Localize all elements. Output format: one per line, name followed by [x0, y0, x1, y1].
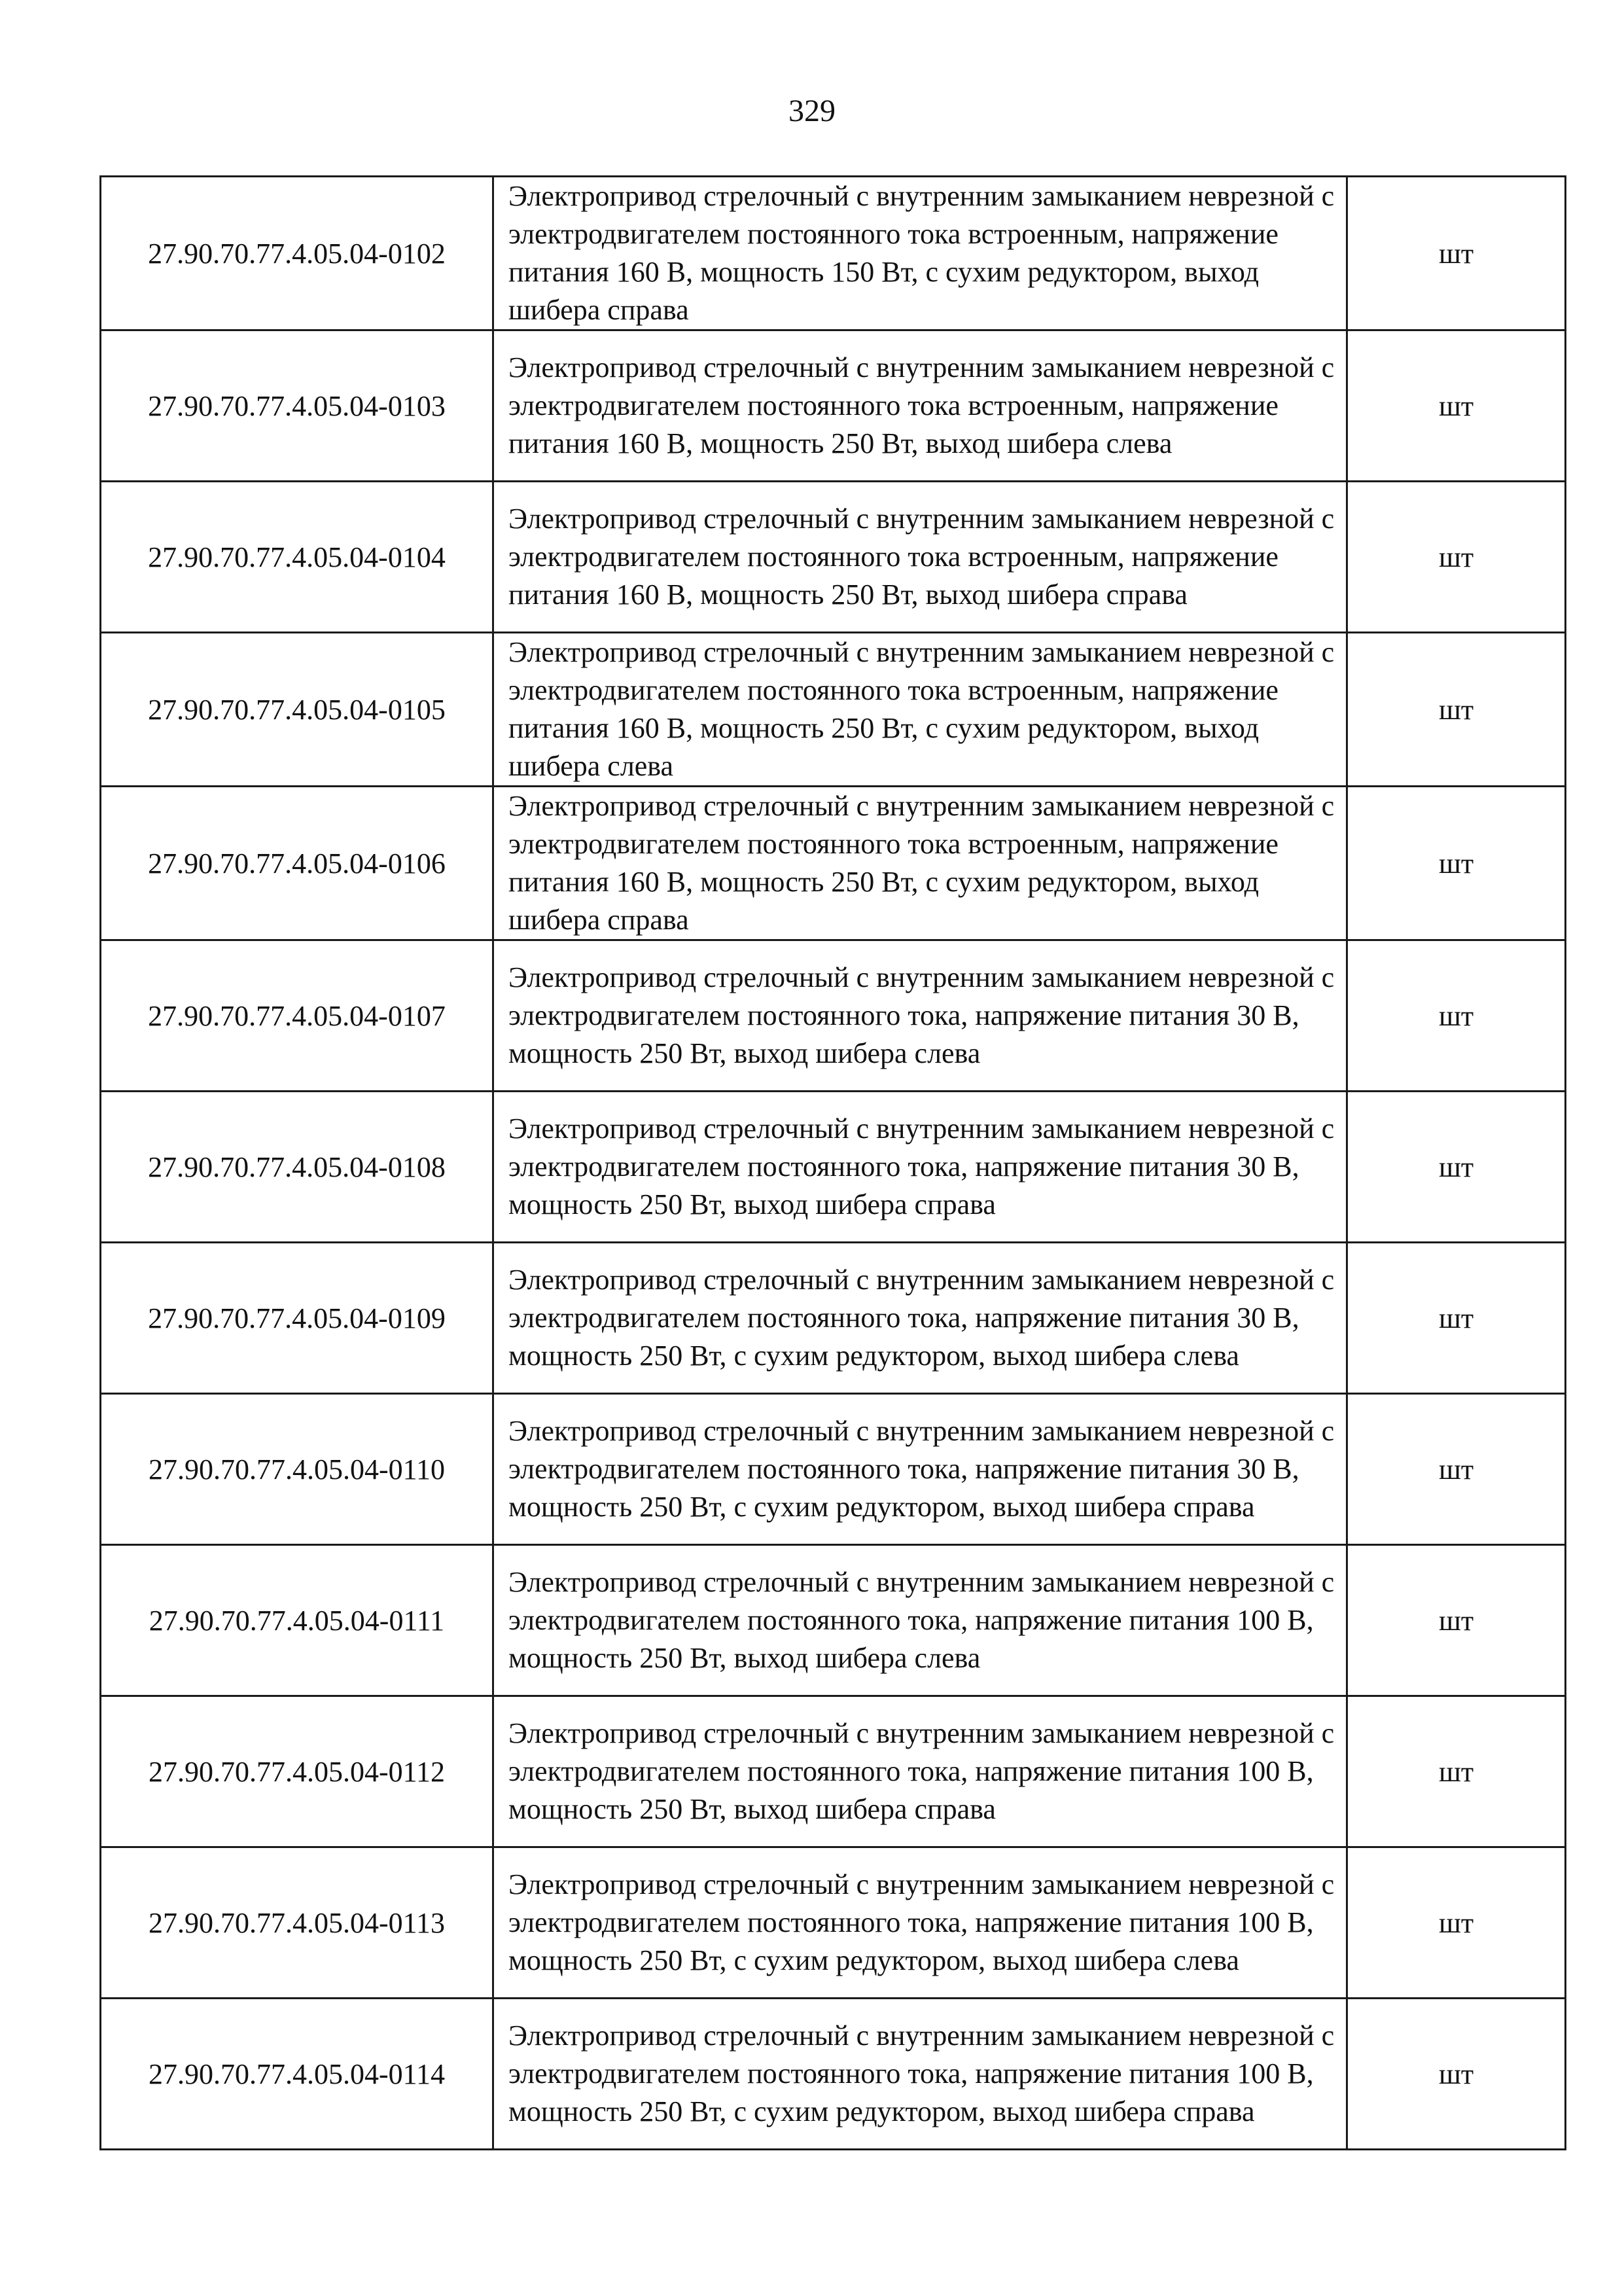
- table-row: [101, 1394, 1566, 1545]
- resource-description: Электропривод стрелочный с внутренним замыканием неврезной с электродвигателем постоянного тока встроенным, напряжение питания 160 В, мощность 250 Вт, с сухим редуктором, выход шибера справа: [493, 787, 1347, 940]
- table-row: [101, 1847, 1566, 1999]
- unit-of-measure: шт: [1347, 1394, 1566, 1545]
- unit-of-measure: шт: [1347, 633, 1566, 787]
- table-row: [101, 1092, 1566, 1243]
- resource-table: [99, 175, 1566, 2150]
- resource-code: 27.90.70.77.4.05.04-0106: [101, 787, 493, 940]
- table-row: [101, 330, 1566, 482]
- unit-of-measure: шт: [1347, 1092, 1566, 1243]
- table-row: [101, 633, 1566, 787]
- table-row: [101, 787, 1566, 940]
- resource-code: 27.90.70.77.4.05.04-0110: [101, 1394, 493, 1545]
- resource-description: Электропривод стрелочный с внутренним замыканием неврезной с электродвигателем постоянного тока встроенным, напряжение питания 160 В, мощность 250 Вт, выход шибера справа: [493, 482, 1347, 633]
- resource-description: Электропривод стрелочный с внутренним замыканием неврезной с электродвигателем постоянного тока, напряжение питания 30 В, мощность 250 Вт, с сухим редуктором, выход шибера слева: [493, 1243, 1347, 1394]
- unit-of-measure: шт: [1347, 177, 1566, 330]
- resource-code: 27.90.70.77.4.05.04-0108: [101, 1092, 493, 1243]
- resource-description: Электропривод стрелочный с внутренним замыканием неврезной с электродвигателем постоянного тока, напряжение питания 30 В, мощность 250 Вт, выход шибера справа: [493, 1092, 1347, 1243]
- unit-of-measure: шт: [1347, 787, 1566, 940]
- resource-description: Электропривод стрелочный с внутренним замыканием неврезной с электродвигателем постоянного тока встроенным, напряжение питания 160 В, мощность 250 Вт, выход шибера слева: [493, 330, 1347, 482]
- resource-code: 27.90.70.77.4.05.04-0102: [101, 177, 493, 330]
- unit-of-measure: шт: [1347, 1999, 1566, 2150]
- resource-description: Электропривод стрелочный с внутренним замыканием неврезной с электродвигателем постоянного тока, напряжение питания 30 В, мощность 250 Вт, с сухим редуктором, выход шибера справа: [493, 1394, 1347, 1545]
- resource-code: 27.90.70.77.4.05.04-0112: [101, 1696, 493, 1847]
- resource-description: Электропривод стрелочный с внутренним замыканием неврезной с электродвигателем постоянного тока, напряжение питания 100 В, мощность 250 Вт, с сухим редуктором, выход шибера справа: [493, 1999, 1347, 2150]
- table-row: [101, 177, 1566, 330]
- unit-of-measure: шт: [1347, 1545, 1566, 1696]
- unit-of-measure: шт: [1347, 1847, 1566, 1999]
- table-row: [101, 1545, 1566, 1696]
- resource-code: 27.90.70.77.4.05.04-0111: [101, 1545, 493, 1696]
- resource-description: Электропривод стрелочный с внутренним замыканием неврезной с электродвигателем постоянного тока, напряжение питания 100 В, мощность 250 Вт, выход шибера слева: [493, 1545, 1347, 1696]
- resource-code: 27.90.70.77.4.05.04-0103: [101, 330, 493, 482]
- resource-code: 27.90.70.77.4.05.04-0105: [101, 633, 493, 787]
- resource-description: Электропривод стрелочный с внутренним замыканием неврезной с электродвигателем постоянного тока, напряжение питания 30 В, мощность 250 Вт, выход шибера слева: [493, 940, 1347, 1092]
- resource-description: Электропривод стрелочный с внутренним замыканием неврезной с электродвигателем постоянного тока встроенным, напряжение питания 160 В, мощность 250 Вт, с сухим редуктором, выход шибера слева: [493, 633, 1347, 787]
- table-row: [101, 1999, 1566, 2150]
- resource-code: 27.90.70.77.4.05.04-0104: [101, 482, 493, 633]
- resource-code: 27.90.70.77.4.05.04-0109: [101, 1243, 493, 1394]
- resource-code: 27.90.70.77.4.05.04-0113: [101, 1847, 493, 1999]
- table-row: [101, 482, 1566, 633]
- resource-description: Электропривод стрелочный с внутренним замыканием неврезной с электродвигателем постоянного тока встроенным, напряжение питания 160 В, мощность 150 Вт, с сухим редуктором, выход шибера справа: [493, 177, 1347, 330]
- unit-of-measure: шт: [1347, 1243, 1566, 1394]
- resource-code: 27.90.70.77.4.05.04-0114: [101, 1999, 493, 2150]
- table-row: [101, 1696, 1566, 1847]
- unit-of-measure: шт: [1347, 1696, 1566, 1847]
- unit-of-measure: шт: [1347, 482, 1566, 633]
- resource-description: Электропривод стрелочный с внутренним замыканием неврезной с электродвигателем постоянного тока, напряжение питания 100 В, мощность 250 Вт, с сухим редуктором, выход шибера слева: [493, 1847, 1347, 1999]
- unit-of-measure: шт: [1347, 330, 1566, 482]
- page-number: 329: [788, 94, 836, 128]
- resource-description: Электропривод стрелочный с внутренним замыканием неврезной с электродвигателем постоянного тока, напряжение питания 100 В, мощность 250 Вт, выход шибера справа: [493, 1696, 1347, 1847]
- resource-code: 27.90.70.77.4.05.04-0107: [101, 940, 493, 1092]
- table-row: [101, 940, 1566, 1092]
- table-row: [101, 1243, 1566, 1394]
- unit-of-measure: шт: [1347, 940, 1566, 1092]
